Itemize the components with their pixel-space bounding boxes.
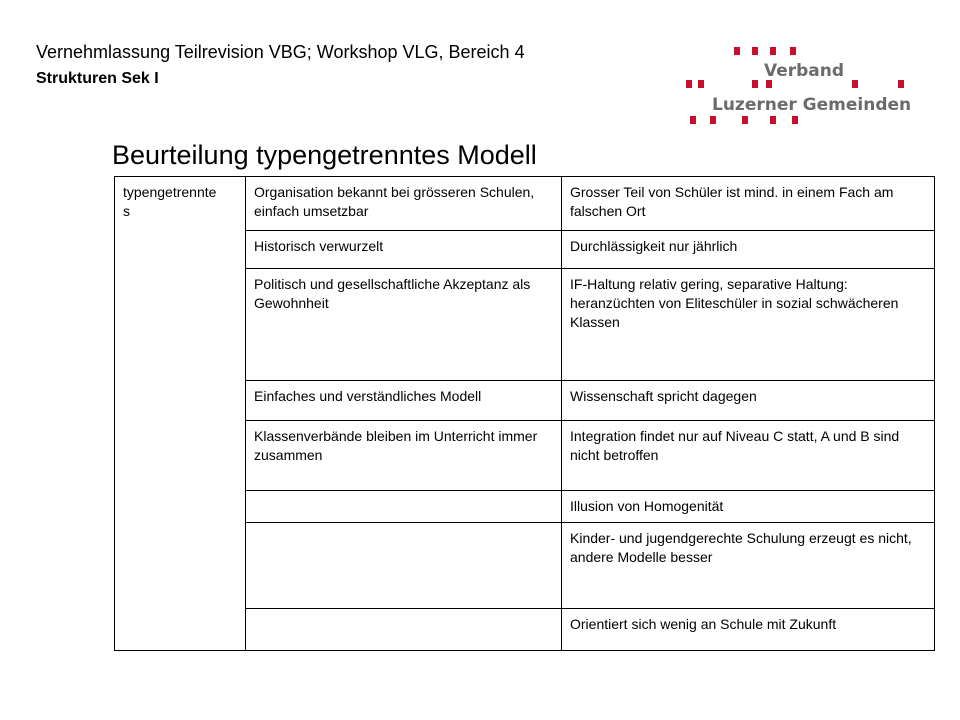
pro-cell: Einfaches und verständliches Modell — [246, 381, 562, 421]
contra-cell: Grosser Teil von Schüler ist mind. in einem Fach am falschen Ort — [562, 177, 935, 231]
pro-cell: Politisch und gesellschaftliche Akzeptanz als Gewohnheit — [246, 269, 562, 381]
pro-cell — [246, 491, 562, 523]
model-label-line1: typengetrennte — [123, 184, 217, 200]
header-subtitle: Strukturen Sek I — [36, 70, 159, 87]
model-label-cell — [115, 177, 246, 651]
contra-cell: Orientiert sich wenig an Schule mit Zukunft — [562, 609, 935, 651]
contra-cell: Durchlässigkeit nur jährlich — [562, 231, 935, 269]
pro-cell: Klassenverbände bleiben im Unterricht immer zusammen — [246, 421, 562, 491]
contra-cell: Illusion von Homogenität — [562, 491, 935, 523]
contra-cell: Integration findet nur auf Niveau C statt, A und B sind nicht betroffen — [562, 421, 935, 491]
contra-cell: Wissenschaft spricht dagegen — [562, 381, 935, 421]
header-title: Vernehmlassung Teilrevision VBG; Workshop VLG, Bereich 4 — [36, 42, 525, 62]
assessment-table — [114, 176, 935, 651]
pro-cell: Historisch verwurzelt — [246, 231, 562, 269]
pro-cell — [246, 523, 562, 609]
slide-title: Beurteilung typengetrenntes Modell — [112, 140, 537, 170]
vlg-logo — [686, 44, 916, 128]
table-row — [115, 177, 935, 231]
logo-text-verband: Verband — [764, 61, 845, 81]
model-label-line2: s — [123, 203, 130, 219]
pro-cell: Organisation bekannt bei grösseren Schulen, einfach umsetzbar — [246, 177, 562, 231]
pro-cell — [246, 609, 562, 651]
contra-cell: Kinder- und jugendgerechte Schulung erzeugt es nicht, andere Modelle besser — [562, 523, 935, 609]
contra-cell: IF-Haltung relativ gering, separative Haltung: heranzüchten von Eliteschüler in sozial schwächeren Klassen — [562, 269, 935, 381]
logo-text-luzerner-gemeinden: Luzerner Gemeinden — [712, 95, 912, 115]
